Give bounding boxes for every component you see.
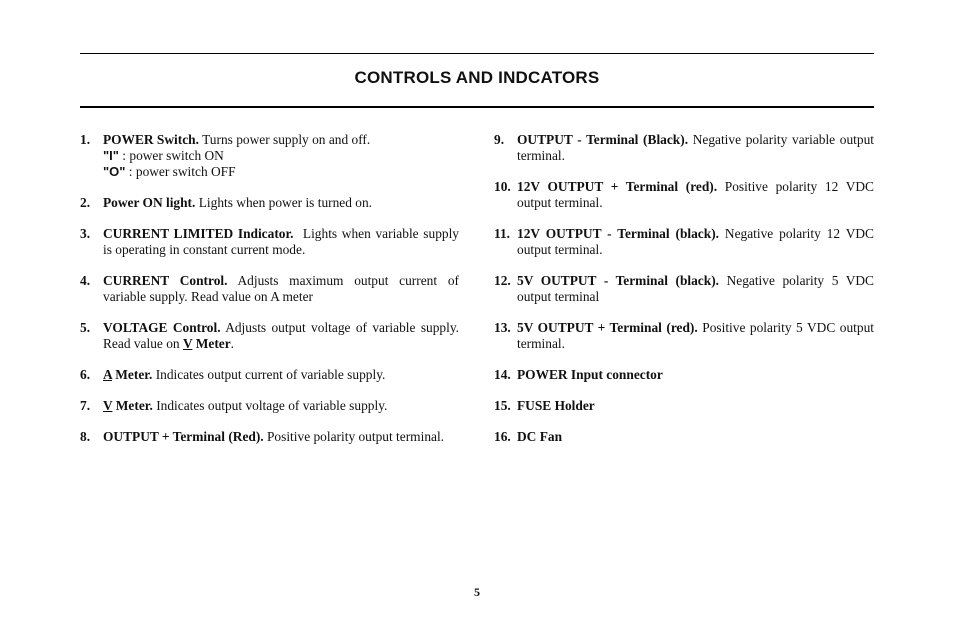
item-number: 10.	[494, 179, 511, 194]
item-heading: OUTPUT + Terminal (Red).	[103, 429, 264, 444]
list-item-7	[80, 398, 459, 414]
list-item-4	[80, 273, 459, 305]
left-column	[80, 132, 463, 460]
item-heading: CURRENT LIMITED Indicator.	[103, 226, 294, 241]
list-item-11	[494, 226, 874, 258]
on-symbol: "I"	[103, 148, 119, 163]
item-text: Lights when power is turned on.	[195, 195, 373, 210]
item-number: 16.	[494, 429, 511, 444]
meter-letter: V	[182, 336, 193, 351]
page-number: 5	[474, 585, 480, 599]
item-number: 11.	[494, 226, 510, 241]
item-number: 2.	[80, 195, 91, 210]
item-number: 15.	[494, 398, 511, 413]
item-heading: OUTPUT - Terminal (Black).	[517, 132, 689, 147]
item-text: Negative polarity variable output terminal.	[517, 132, 874, 163]
item-heading: 12V OUTPUT - Terminal (black).	[517, 226, 720, 241]
item-heading: Meter.	[112, 398, 153, 413]
item-number: 13.	[494, 320, 511, 335]
item-text: Positive polarity 5 VDC output terminal.	[517, 320, 874, 351]
list-item-8	[80, 429, 459, 445]
item-number: 1.	[80, 132, 91, 147]
item-number: 6.	[80, 367, 91, 382]
item-text: Negative polarity 12 VDC output terminal.	[517, 226, 874, 257]
right-column	[494, 132, 874, 460]
list-item-13	[494, 320, 874, 352]
meter-word: Meter	[192, 336, 231, 351]
list-item-5	[80, 320, 459, 352]
item-number: 12.	[494, 273, 511, 288]
item-heading: DC Fan	[517, 429, 563, 444]
item-text: Lights when variable supply is operating in constant current mode.	[103, 226, 463, 257]
item-text: Indicates output voltage of variable supply.	[152, 398, 388, 413]
off-symbol: "O"	[103, 164, 126, 179]
item-text: Adjusts maximum output current of variable supply. Read value on A meter	[103, 273, 459, 304]
item-number: 9.	[494, 132, 505, 147]
item-end: .	[230, 336, 235, 351]
item-number: 8.	[80, 429, 91, 444]
item-heading: 12V OUTPUT + Terminal (red).	[517, 179, 718, 194]
item-heading: Power ON light.	[103, 195, 196, 210]
item-text: Positive polarity 12 VDC output terminal.	[517, 179, 874, 210]
meter-letter: A	[103, 367, 112, 382]
list-item-15	[494, 398, 874, 414]
list-item-6	[80, 367, 459, 383]
item-heading: VOLTAGE Control.	[103, 320, 221, 335]
item-text: Indicates output current of variable supply.	[152, 367, 386, 382]
item-number: 14.	[494, 367, 511, 382]
switch-off-line	[103, 164, 459, 180]
item-heading: 5V OUTPUT - Terminal (black).	[517, 273, 720, 288]
top-rule	[80, 53, 874, 54]
item-heading: CURRENT Control.	[103, 273, 228, 288]
item-number: 7.	[80, 398, 91, 413]
item-text: Negative polarity 5 VDC output terminal	[517, 273, 874, 304]
item-text: Turns power supply on and off.	[198, 132, 371, 147]
item-text: Adjusts output voltage of variable supply. Read value on	[103, 320, 460, 351]
list-item-16	[494, 429, 874, 445]
list-item-2	[80, 195, 459, 211]
off-description: : power switch OFF	[125, 164, 236, 179]
page-title: CONTROLS AND INDCATORS	[354, 68, 600, 87]
item-text: Positive polarity output terminal.	[263, 429, 445, 444]
meter-letter: V	[103, 398, 113, 413]
list-item-9	[494, 132, 874, 164]
switch-on-line	[103, 148, 459, 164]
item-heading: POWER Input connector	[517, 367, 663, 382]
list-item-10	[494, 179, 874, 211]
list-item-1	[80, 132, 459, 180]
item-heading: POWER Switch.	[103, 132, 199, 147]
item-number: 5.	[80, 320, 91, 335]
list-item-14	[494, 367, 874, 383]
item-number: 3.	[80, 226, 91, 241]
item-heading: FUSE Holder	[517, 398, 595, 413]
item-heading: 5V OUTPUT + Terminal (red).	[517, 320, 698, 335]
title-underline	[80, 106, 874, 108]
list-item-12	[494, 273, 874, 305]
item-heading: Meter.	[111, 367, 153, 382]
list-item-3	[80, 226, 463, 258]
on-description: : power switch ON	[118, 148, 224, 163]
item-number: 4.	[80, 273, 91, 288]
